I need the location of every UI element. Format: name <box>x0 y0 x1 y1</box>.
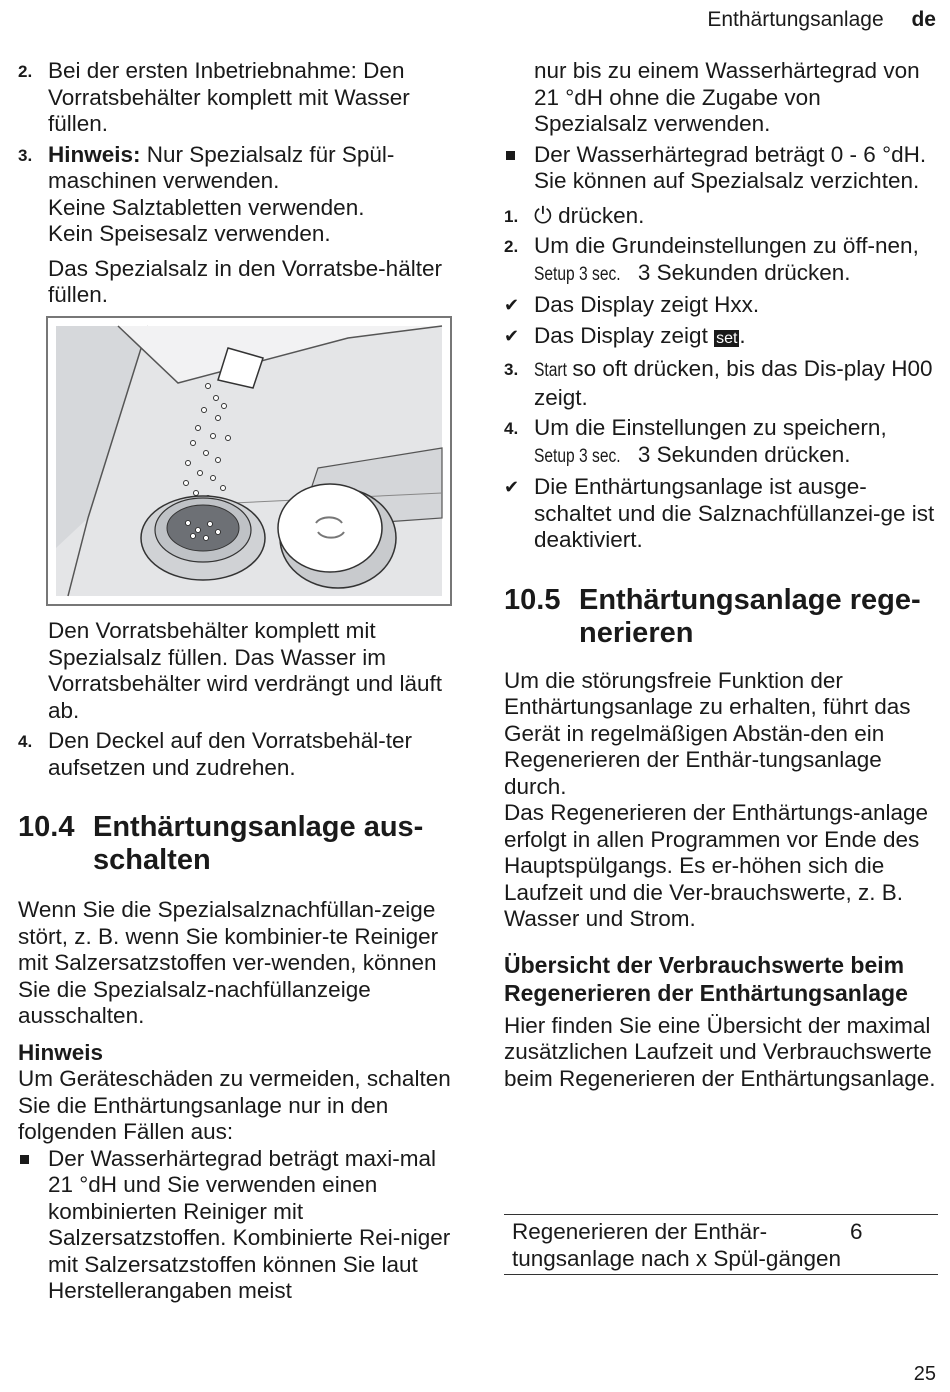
start-key: Start <box>534 360 567 381</box>
step-2: 2. Bei der ersten Inbetriebnahme: Den Vorratsbehälter komplett mit Wasser füllen. <box>18 58 410 136</box>
step-2: 2. Um die Grundeinstellungen zu öff-nen, Setup 3 sec. 3 Sekunden drücken. <box>504 233 936 288</box>
left-column-lower <box>18 618 458 1309</box>
bullet-continuation: nur bis zu einem Wasserhärtegrad von 21 °dH ohne die Zugabe von Spezialsalz verwenden. <box>534 58 920 136</box>
setup-key: Setup 3 sec. <box>534 263 621 285</box>
note-title: Hinweis <box>18 1039 104 1065</box>
salt-filling-illustration <box>46 316 452 606</box>
display-set-symbol: set <box>716 329 738 347</box>
step-3: 3. Hinweis: Nur Spezialsalz für Spül-maschinen verwenden. Keine Salztabletten verwenden. Kein Speisesalz verwenden. <box>18 141 395 246</box>
right-column <box>504 58 936 1092</box>
step-1: 1. ⏻ drücken. <box>504 202 645 228</box>
paragraph-10-5b: Das Regenerieren der Enthärtungs-anlage erfolgt in allen Programmen vor Ende des Hauptspülgangs. Es er-höhen sich die Laufzeit und die Ver-brauchswerte, z. B. Wasser und Strom. <box>504 800 929 931</box>
language-code: de <box>911 8 936 31</box>
step-4: 4. Den Deckel auf den Vorratsbehäl-ter aufsetzen und zudrehen. <box>18 728 412 780</box>
bullet-item: Der Wasserhärtegrad beträgt maxi-mal 21 °dH und Sie verwenden einen kombinierten Reiniger mit Salzersatzstoffen. Kombinierte Rei-niger mit Salzersatzstoffen können Sie laut Herstellerangaben meist <box>18 1146 458 1305</box>
step-3: 3. Start so oft drücken, bis das Dis-play H00 zeigt. <box>504 356 933 410</box>
step-4: 4. Um die Einstellungen zu speichern, Setup 3 sec. 3 Sekunden drücken. <box>504 415 936 470</box>
table-cell-value: 6 <box>850 1219 863 1244</box>
table-row <box>504 1215 938 1274</box>
bullet-item: Der Wasserhärtegrad beträgt 0 - 6 °dH. Sie können auf Spezialsalz verzichten. <box>504 142 936 195</box>
paragraph-10-4: Wenn Sie die Spezialsalznachfüllan-zeige stört, z. B. wenn Sie kombinier-te Reiniger mit Salzersatzstoffen ver-wenden, können Sie die Spezialsalz-nachfüllanzeige ausschalten. <box>18 897 439 1028</box>
square-bullet-icon <box>20 1155 29 1164</box>
after-figure-text: Den Vorratsbehälter komplett mit Spezialsalz füllen. Das Wasser im Vorratsbehälter wird verdrängt und läuft ab. <box>48 618 442 723</box>
page-header <box>707 8 936 32</box>
paragraph-overview: Hier finden Sie eine Übersicht der maximal zusätzlichen Laufzeit und Verbrauchswerte beim Regenerieren der Enthärtungsanlage. <box>504 1012 936 1091</box>
check-icon: ✔ <box>504 477 520 497</box>
note-text: Um Geräteschäden zu vermeiden, schalten Sie die Enthärtungsanlage nur in den folgenden Fällen aus: <box>18 1066 451 1144</box>
square-bullet-icon <box>506 151 515 160</box>
subheading-overview: Übersicht der Verbrauchswerte beim Regenerieren der Enthärtungsanlage <box>504 951 908 1006</box>
step-3-paragraph: Das Spezialsalz in den Vorratsbe-hälter füllen. <box>48 255 442 307</box>
result-1: ✔ Das Display zeigt Hxx. <box>504 292 760 317</box>
paragraph-10-5a: Um die störungsfreie Funktion der Enthärtungsanlage zu erhalten, führt das Gerät in regelmäßigen Abstän-den ein Regenerieren der Enthär-tungsanlage durch. <box>504 667 911 799</box>
result-3: ✔ Die Enthärtungsanlage ist ausge-schaltet und die Salznachfüllanzei-ge ist deaktiviert. <box>504 474 935 552</box>
left-column <box>18 58 458 313</box>
page-number: 25 <box>913 1363 936 1385</box>
check-icon: ✔ <box>504 325 520 346</box>
heading-10-5: 10.5 Enthärtungsanlage rege-nerieren <box>504 583 921 649</box>
salt-container-drawing <box>48 318 450 604</box>
power-icon: ⏻ <box>534 202 552 228</box>
result-2: ✔ Das Display zeigt set. <box>504 322 746 348</box>
consumption-table <box>504 1214 938 1275</box>
table-cell-label: Regenerieren der Enthär-tungsanlage nach x Spül-gängen <box>512 1219 842 1271</box>
heading-10-4: 10.4 Enthärtungsanlage aus-schalten <box>18 811 424 876</box>
setup-key: Setup 3 sec. <box>534 445 621 467</box>
check-icon: ✔ <box>504 295 520 315</box>
section-title: Enthärtungsanlage <box>707 8 884 31</box>
